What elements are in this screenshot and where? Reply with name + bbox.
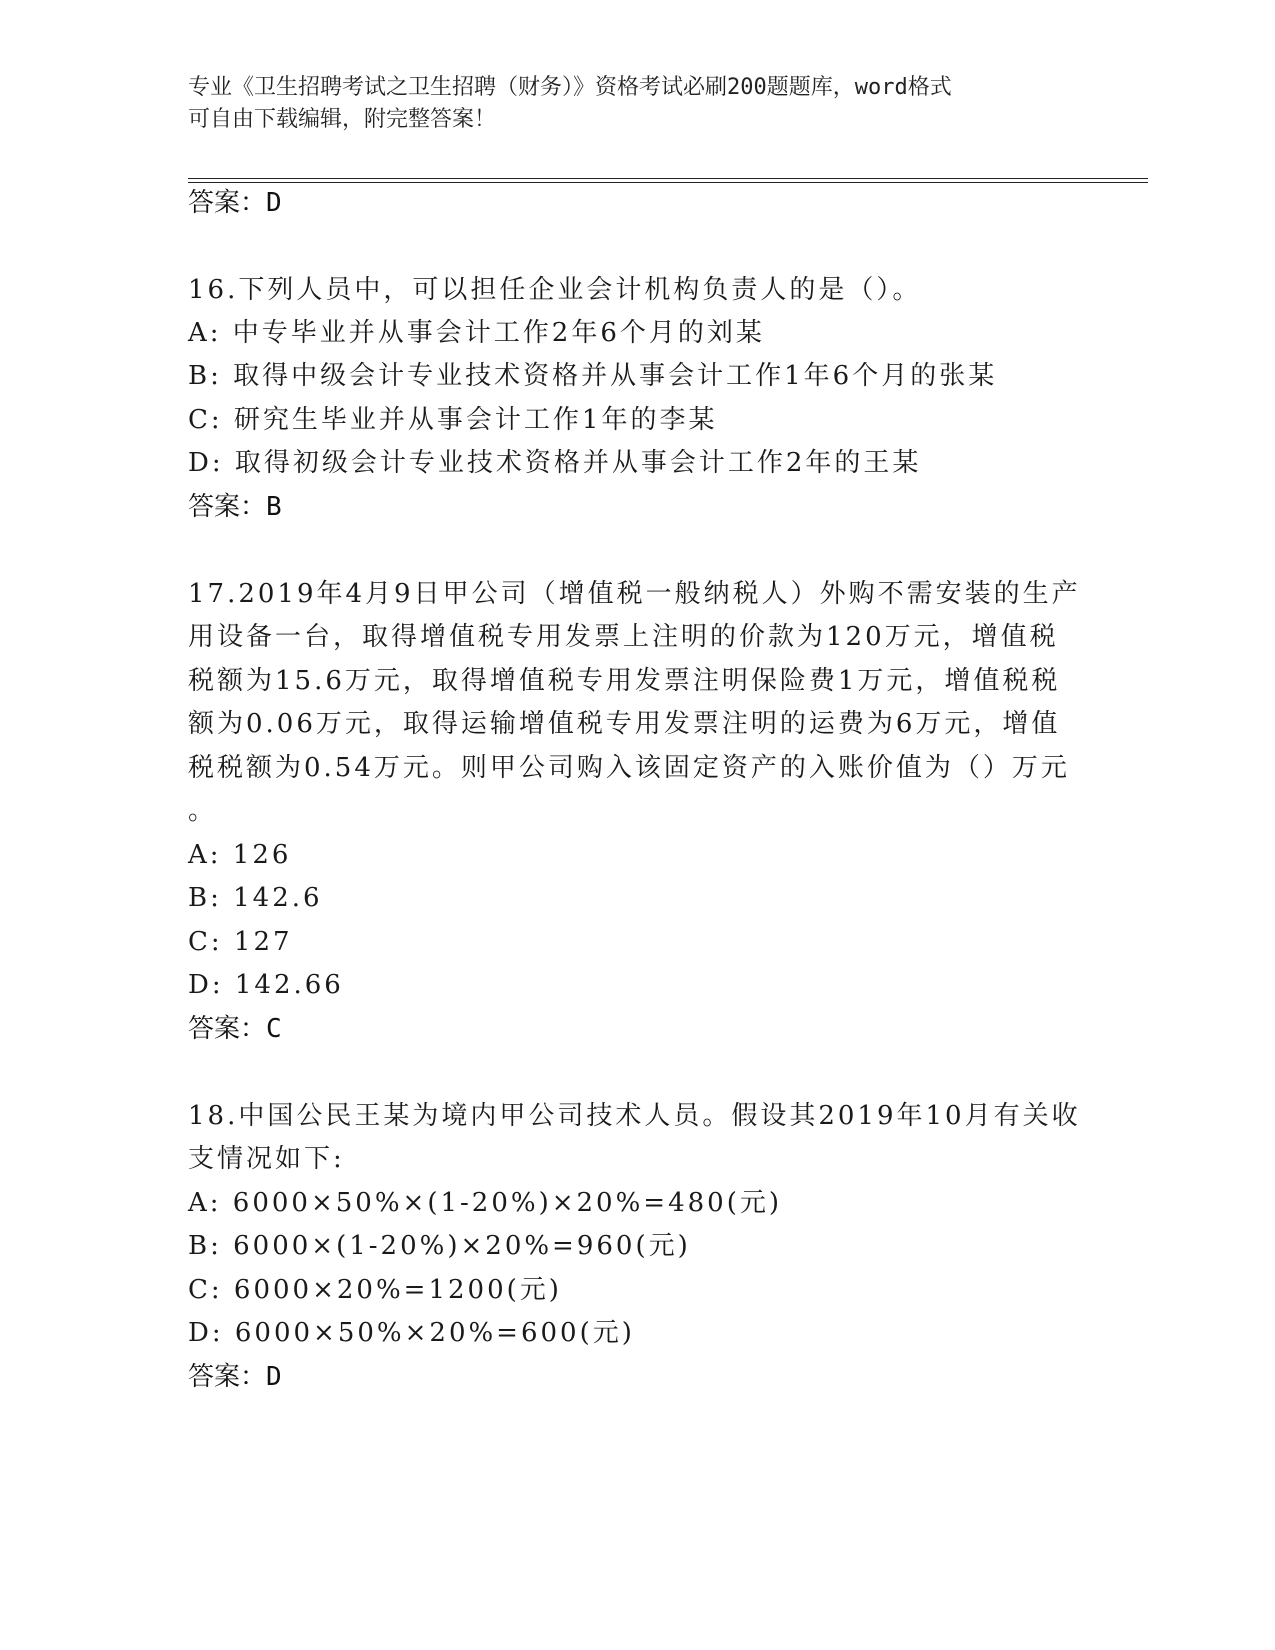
q17-stem-line-6: 。 <box>188 796 218 826</box>
q16-option-d: D: 取得初级会计专业技术资格并从事会计工作2年的王某 <box>188 448 922 478</box>
q18-stem-line-1: 18.中国公民王某为境内甲公司技术人员。假设其2019年10月有关收 <box>188 1101 1081 1131</box>
q18-option-c: C: 6000×20%=1200(元) <box>188 1275 562 1305</box>
q17-option-c: C: 127 <box>188 927 293 957</box>
q17-option-a: A: 126 <box>188 840 292 870</box>
q17-stem-line-4: 额为0.06万元，取得运输增值税专用发票注明的运费为6万元，增值 <box>188 709 1061 739</box>
q16-option-a: A: 中专毕业并从事会计工作2年6个月的刘某 <box>188 318 765 348</box>
header-divider-top <box>188 178 1148 179</box>
document-header <box>188 72 1088 136</box>
q17-option-d: D: 142.66 <box>188 970 344 1000</box>
q16-option-c: C: 研究生毕业并从事会计工作1年的李某 <box>188 405 718 435</box>
q17-option-b: B: 142.6 <box>188 883 323 913</box>
q18-stem-line-2: 支情况如下: <box>188 1144 345 1174</box>
header-line-1: 专业《卫生招聘考试之卫生招聘（财务）》资格考试必刷200题题库，word格式 <box>188 75 952 100</box>
q17-stem-line-5: 税税额为0.54万元。则甲公司购入该固定资产的入账价值为（）万元 <box>188 753 1070 783</box>
q16-stem: 16.下列人员中，可以担任企业会计机构负责人的是（）。 <box>188 275 922 305</box>
q18-option-b: B: 6000×(1-20%)×20%=960(元) <box>188 1231 691 1261</box>
q16-answer: 答案：B <box>188 492 282 522</box>
header-divider-bottom <box>188 182 1148 183</box>
header-line-2: 可自由下载编辑，附完整答案！ <box>188 107 497 132</box>
answer-prev: 答案：D <box>188 188 282 218</box>
q18-answer: 答案：D <box>188 1362 282 1392</box>
q18-option-d: D: 6000×50%×20%=600(元) <box>188 1318 635 1348</box>
q16-option-b: B: 取得中级会计专业技术资格并从事会计工作1年6个月的张某 <box>188 361 998 391</box>
q17-stem-line-1: 17.2019年4月9日甲公司（增值税一般纳税人）外购不需安装的生产 <box>188 579 1081 609</box>
q17-stem-line-2: 用设备一台，取得增值税专用发票上注明的价款为120万元，增值税 <box>188 622 1059 652</box>
q17-answer: 答案：C <box>188 1014 282 1044</box>
q17-stem-line-3: 税额为15.6万元，取得增值税专用发票注明保险费1万元，增值税税 <box>188 666 1061 696</box>
q18-option-a: A: 6000×50%×(1-20%)×20%=480(元) <box>188 1188 783 1218</box>
